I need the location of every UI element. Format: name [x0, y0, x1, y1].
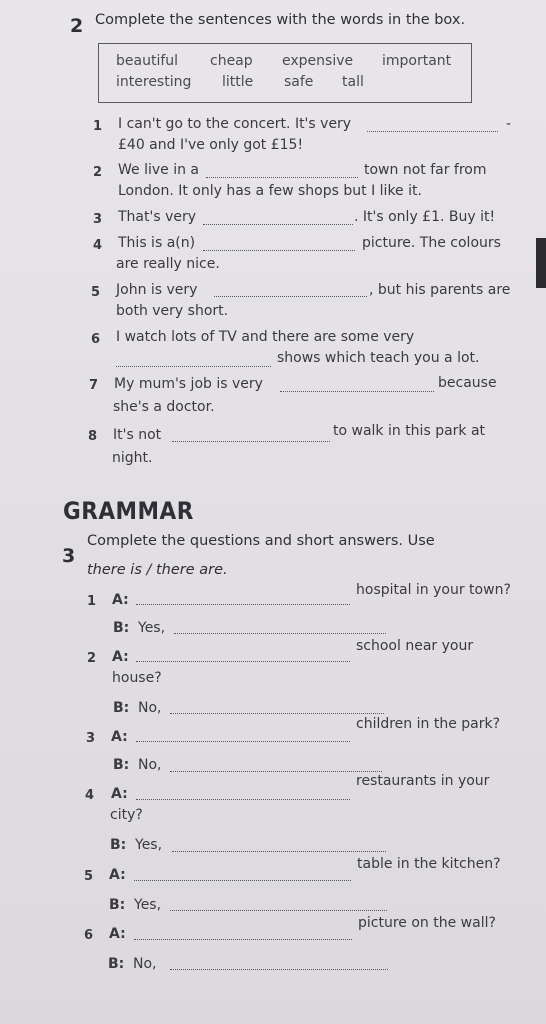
speaker-a-label: A:: [112, 649, 129, 665]
sentence-text: she's a doctor.: [113, 399, 215, 415]
question-text: picture on the wall?: [358, 915, 496, 931]
question-text: hospital in your town?: [356, 582, 511, 598]
answer-blank[interactable]: [170, 771, 382, 772]
sentence-text: £40 and I've only got £15!: [118, 137, 304, 153]
sentence-text: That's very: [118, 209, 197, 225]
speaker-a-label: A:: [109, 926, 126, 942]
sentence-text: . It's only £1. Buy it!: [354, 209, 496, 225]
question-text: restaurants in your: [356, 773, 490, 789]
word-tall: tall: [342, 74, 364, 90]
exercise-3-instruction-phrase: there is / there are.: [87, 562, 228, 578]
question-blank[interactable]: [134, 880, 351, 881]
page-edge-tab: [536, 238, 546, 288]
answer-blank[interactable]: [116, 366, 271, 367]
item-number: 7: [89, 378, 99, 393]
speaker-b-label: B:: [108, 956, 125, 972]
word-expensive: expensive: [282, 53, 354, 69]
item-number: 5: [91, 285, 101, 300]
item-number: 2: [87, 651, 97, 666]
sentence-text: town not far from: [364, 162, 487, 178]
item-number: 2: [93, 165, 103, 180]
question-blank[interactable]: [134, 939, 352, 940]
item-number: 5: [84, 869, 94, 884]
speaker-a-label: A:: [112, 592, 129, 608]
word-important: important: [382, 53, 452, 69]
sentence-text: picture. The colours: [362, 235, 501, 251]
answer-blank[interactable]: [172, 441, 330, 442]
question-blank[interactable]: [136, 604, 350, 605]
answer-blank[interactable]: [170, 910, 387, 911]
answer-blank[interactable]: [172, 851, 386, 852]
exercise-2-instruction: Complete the sentences with the words in the box.: [95, 12, 466, 28]
question-text: house?: [112, 670, 162, 686]
speaker-a-label: A:: [111, 729, 128, 745]
sentence-text: It's not: [113, 427, 162, 443]
speaker-b-label: B:: [110, 837, 127, 853]
speaker-b-label: B:: [113, 757, 130, 773]
question-text: school near your: [356, 638, 474, 654]
answer-blank[interactable]: [174, 633, 386, 634]
answer-text: Yes,: [135, 837, 163, 853]
word-beautiful: beautiful: [116, 53, 179, 69]
sentence-text: night.: [112, 450, 153, 466]
item-number: 3: [86, 731, 96, 746]
answer-blank[interactable]: [280, 391, 434, 392]
answer-blank[interactable]: [170, 969, 388, 970]
item-number: 8: [88, 429, 98, 444]
sentence-text: John is very: [116, 282, 198, 298]
word-cheap: cheap: [210, 53, 253, 69]
question-blank[interactable]: [136, 799, 350, 800]
item-number: 3: [93, 212, 103, 227]
answer-blank[interactable]: [203, 250, 355, 251]
sentence-text: both very short.: [116, 303, 229, 319]
answer-blank[interactable]: [203, 224, 353, 225]
answer-blank[interactable]: [170, 713, 384, 714]
answer-blank[interactable]: [206, 177, 358, 178]
speaker-b-label: B:: [113, 620, 130, 636]
answer-text: No,: [138, 700, 162, 716]
question-text: city?: [110, 807, 143, 823]
sentence-text: This is a(n): [118, 235, 196, 251]
sentence-text: My mum's job is very: [114, 376, 263, 392]
sentence-text: London. It only has a few shops but I like it.: [118, 183, 422, 199]
exercise-2-number: 2: [70, 15, 84, 37]
speaker-b-label: B:: [109, 897, 126, 913]
exercise-3-instruction: Complete the questions and short answers. Use: [87, 533, 435, 549]
word-little: little: [222, 74, 254, 90]
answer-text: Yes,: [134, 897, 162, 913]
sentence-text: -: [506, 116, 512, 132]
sentence-text: to walk in this park at: [333, 423, 486, 439]
question-blank[interactable]: [136, 741, 350, 742]
sentence-text: , but his parents are: [369, 282, 511, 298]
question-text: children in the park?: [356, 716, 501, 732]
answer-blank[interactable]: [367, 131, 498, 132]
sentence-text: I watch lots of TV and there are some very: [116, 329, 415, 345]
item-number: 1: [87, 594, 97, 609]
sentence-text: We live in a: [118, 162, 200, 178]
speaker-a-label: A:: [111, 786, 128, 802]
speaker-a-label: A:: [109, 867, 126, 883]
exercise-3-number: 3: [62, 545, 76, 567]
answer-blank[interactable]: [214, 296, 367, 297]
answer-text: Yes,: [138, 620, 166, 636]
sentence-text: because: [438, 375, 497, 391]
speaker-b-label: B:: [113, 700, 130, 716]
answer-text: No,: [133, 956, 157, 972]
question-blank[interactable]: [136, 661, 350, 662]
word-box: [98, 43, 472, 103]
word-safe: safe: [284, 74, 314, 90]
item-number: 6: [84, 928, 94, 943]
item-number: 4: [85, 788, 95, 803]
answer-text: No,: [138, 757, 162, 773]
item-number: 4: [93, 238, 103, 253]
item-number: 6: [91, 332, 101, 347]
question-text: table in the kitchen?: [357, 856, 501, 872]
sentence-text: are really nice.: [116, 256, 220, 272]
section-title: GRAMMAR: [63, 497, 194, 525]
sentence-text: I can't go to the concert. It's very: [118, 116, 352, 132]
sentence-text: shows which teach you a lot.: [277, 350, 480, 366]
item-number: 1: [93, 119, 103, 134]
word-interesting: interesting: [116, 74, 192, 90]
